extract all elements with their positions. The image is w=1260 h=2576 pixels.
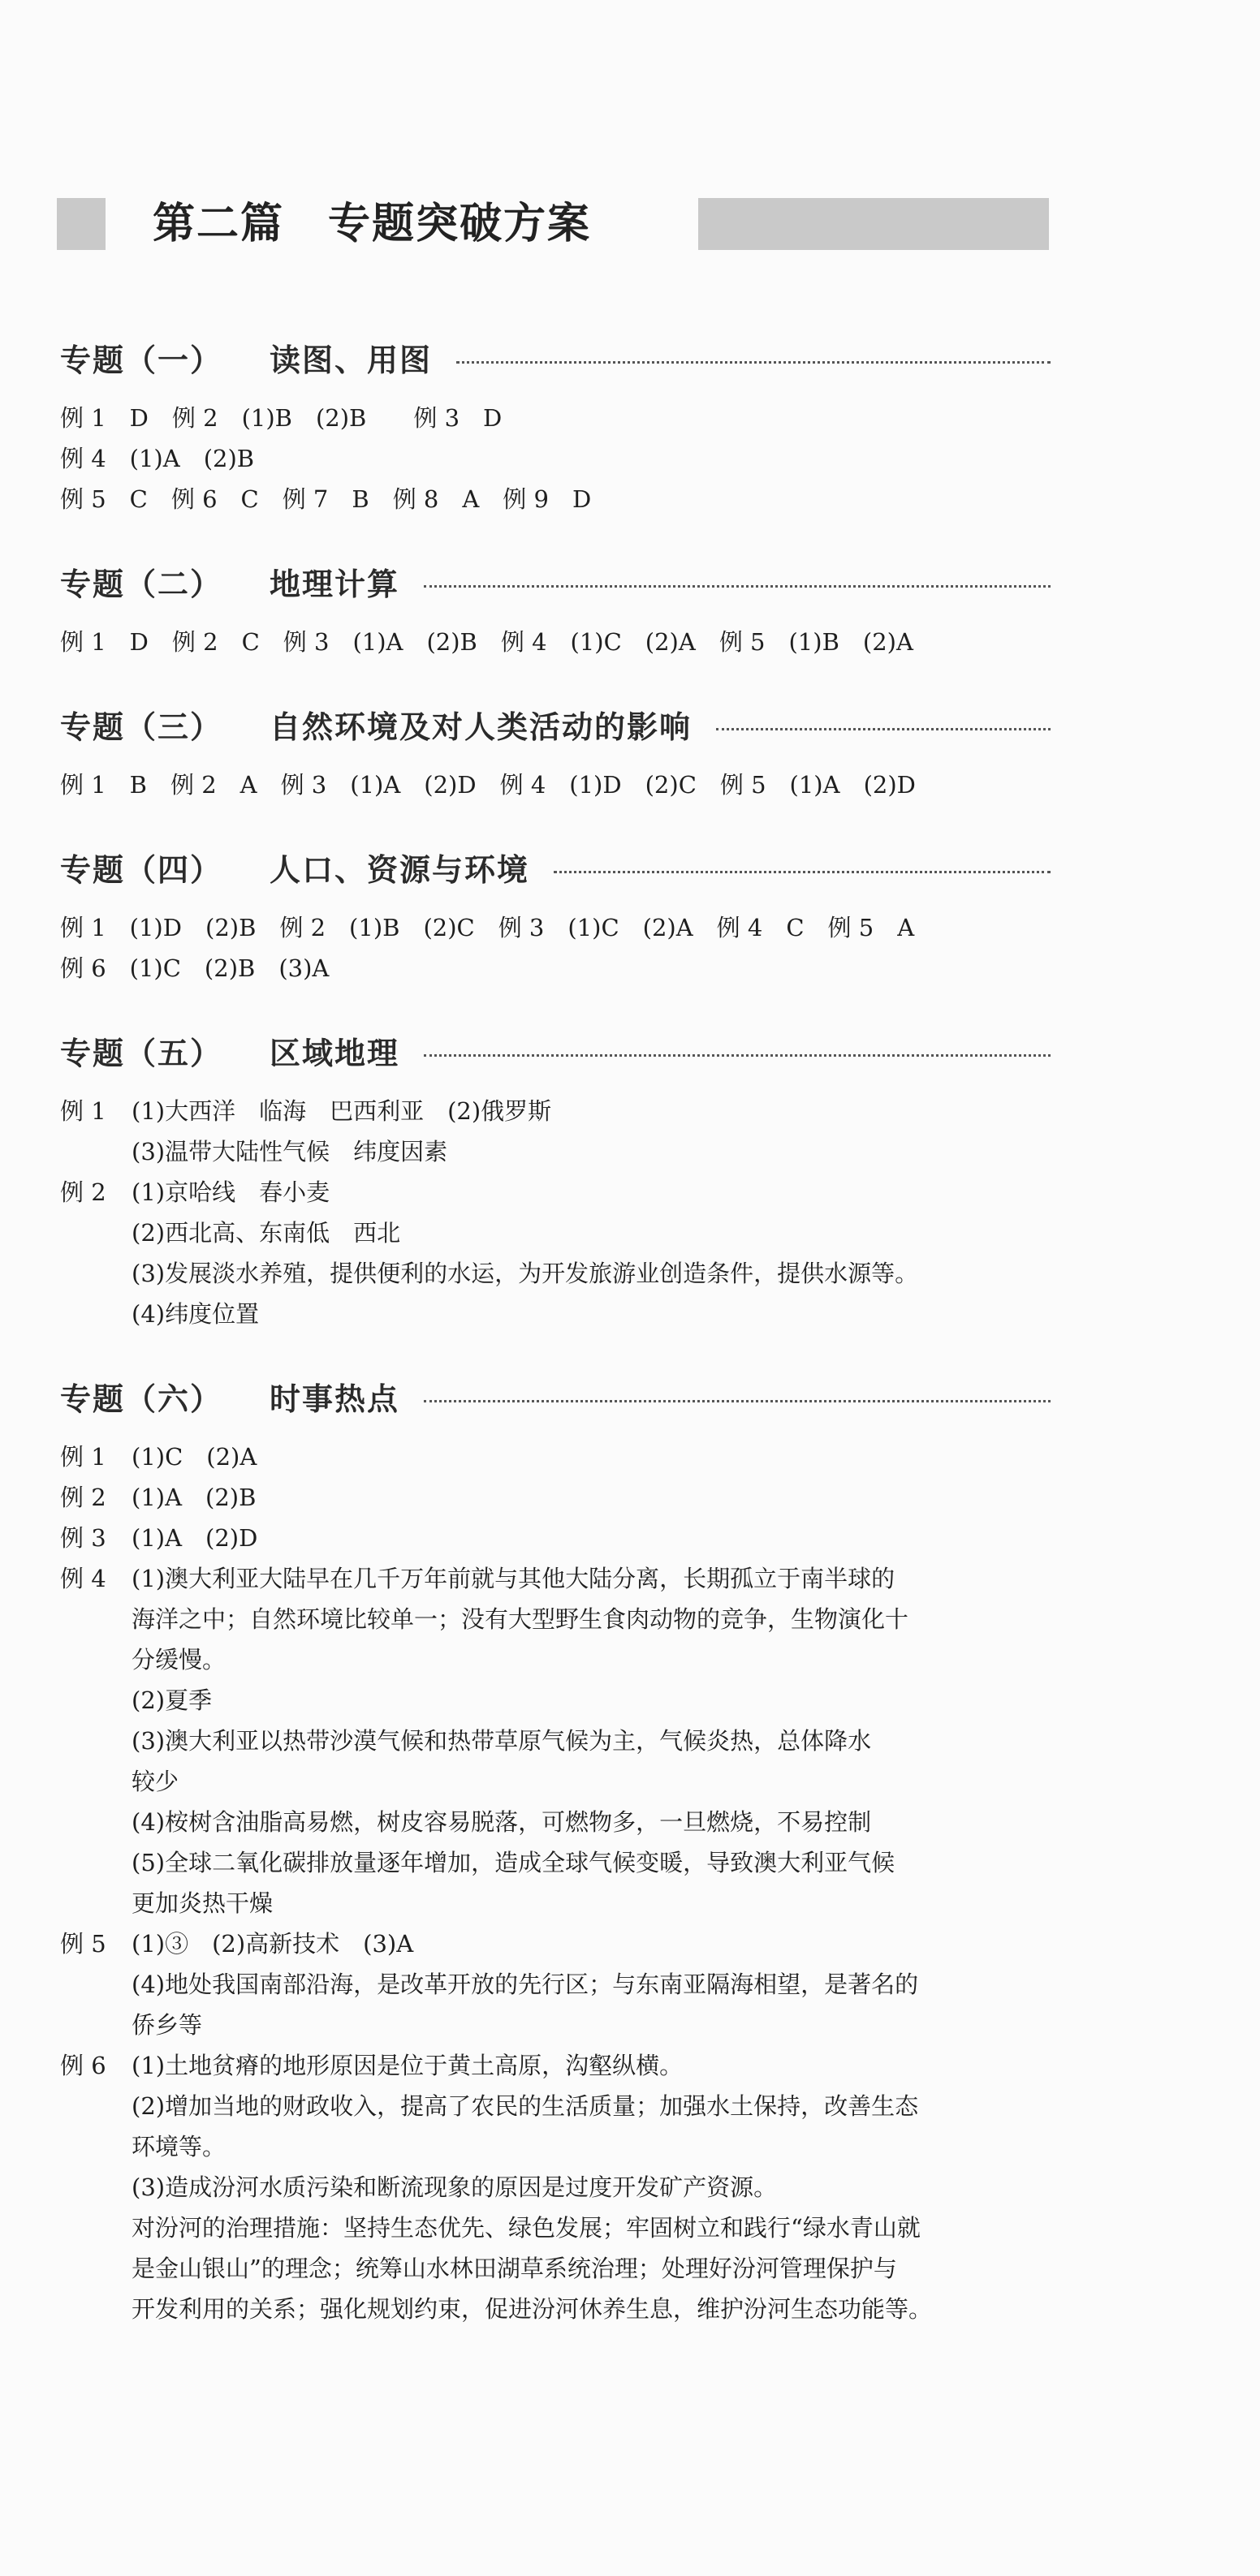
answer-line: 例 5 C 例 6 C 例 7 B 例 8 A 例 9 D [60, 485, 592, 513]
section-title: 时事热点 [270, 1381, 400, 1417]
answer-text-line: (1)澳大利亚大陆早在几千万年前就与其他大陆分离，长期孤立于南半球的 [132, 1565, 895, 1592]
example-answer [60, 1172, 1051, 1334]
example-answer [60, 1923, 1051, 2045]
dotted-leader [716, 728, 1051, 730]
answer-text-line: (1)③ (2)高新技术 (3)A [132, 1930, 414, 1958]
section-title: 人口、资源与环境 [270, 851, 530, 888]
example-answer [60, 1477, 1051, 1518]
section-number: 专题（五） [60, 1035, 223, 1071]
example-label: 例 3 [60, 1524, 106, 1552]
section-number: 专题（一） [60, 342, 223, 378]
section-number: 专题（三） [60, 709, 223, 745]
answer-text-line: 是金山银山”的理念；统筹山水林田湖草系统治理；处理好汾河管理保护与 [132, 2255, 897, 2282]
answer-text-line: 侨乡等 [132, 2011, 203, 2039]
section-title: 地理计算 [270, 566, 400, 602]
answer-text-line: (4)桉树含油脂高易燃，树皮容易脱落，可燃物多，一旦燃烧，不易控制 [132, 1808, 872, 1836]
answer-text-line: 分缓慢。 [132, 1646, 227, 1674]
part-title: 第二篇 专题突破方案 [153, 200, 592, 248]
answer-text-line: (1)京哈线 春小麦 [132, 1178, 330, 1206]
dotted-leader [456, 361, 1051, 364]
answer-text-line: (5)全球二氧化碳排放量逐年增加，造成全球气候变暖，导致澳大利亚气候 [132, 1849, 895, 1876]
section-number: 专题（六） [60, 1381, 223, 1417]
example-label: 例 4 [60, 1565, 106, 1592]
answer-line: 例 6 (1)C (2)B (3)A [60, 954, 330, 982]
example-label: 例 5 [60, 1930, 106, 1958]
answer-text-line: (2)增加当地的财政收入，提高了农民的生活质量；加强水土保持，改善生态 [132, 2092, 919, 2120]
section-number: 专题（二） [60, 566, 223, 602]
answer-text-line: 海洋之中；自然环境比较单一；没有大型野生食肉动物的竞争，生物演化十 [132, 1605, 909, 1633]
answer-line: 例 1 B 例 2 A 例 3 (1)A (2)D 例 4 (1)D (2)C 例 5 (1)A (2)D [60, 771, 916, 799]
answer-text-line: (3)造成汾河水质污染和断流现象的原因是过度开发矿产资源。 [132, 2173, 778, 2201]
section-heading [60, 557, 1051, 605]
example-body [132, 1558, 1051, 1923]
section-heading [60, 1026, 1051, 1075]
example-body [132, 1091, 1051, 1172]
example-label: 例 1 [60, 1097, 106, 1125]
example-answer [60, 2045, 1051, 2329]
answer-text-line: 环境等。 [132, 2133, 227, 2160]
answer-text-line: 对汾河的治理措施：坚持生态优先、绿色发展；牢固树立和践行“绿水青山就 [132, 2214, 921, 2242]
section-heading [60, 842, 1051, 891]
answer-text-line: (1)A (2)D [132, 1524, 258, 1552]
example-body [132, 2045, 1051, 2329]
example-answer [60, 1437, 1051, 1477]
answer-text-line: (3)温带大陆性气候 纬度因素 [132, 1138, 448, 1165]
example-body [132, 1518, 1051, 1558]
answer-content [60, 333, 1051, 2329]
banner-left-bar [57, 198, 106, 250]
example-body [132, 1172, 1051, 1334]
answer-line: 例 4 (1)A (2)B [60, 445, 255, 472]
dotted-leader [424, 1400, 1051, 1402]
answer-text-line: (1)C (2)A [132, 1443, 257, 1471]
example-label: 例 2 [60, 1178, 106, 1206]
section-title: 区域地理 [270, 1035, 400, 1071]
example-label: 例 1 [60, 1443, 106, 1471]
answer-text-line: (1)A (2)B [132, 1484, 257, 1511]
banner-right-bar [698, 198, 1049, 250]
section-number: 专题（四） [60, 851, 223, 888]
example-body [132, 1923, 1051, 2045]
section-title: 读图、用图 [270, 342, 433, 378]
example-answer [60, 1091, 1051, 1172]
example-answer [60, 1558, 1051, 1923]
example-label: 例 6 [60, 2052, 106, 2079]
answer-text-line: 较少 [132, 1768, 179, 1795]
answer-text-line: (4)纬度位置 [132, 1300, 260, 1328]
answer-text-line: 开发利用的关系；强化规划约束，促进汾河休养生息，维护汾河生态功能等。 [132, 2295, 933, 2323]
section-heading [60, 1372, 1051, 1420]
answer-text-line: (2)夏季 [132, 1686, 213, 1714]
answer-line: 例 1 D 例 2 C 例 3 (1)A (2)B 例 4 (1)C (2)A 例 5 (1)B (2)A [60, 628, 913, 656]
dotted-leader [424, 1054, 1051, 1057]
section-heading [60, 700, 1051, 748]
dotted-leader [554, 871, 1051, 873]
part-banner [57, 192, 1049, 256]
example-label: 例 2 [60, 1484, 106, 1511]
answer-text-line: (2)西北高、东南低 西北 [132, 1219, 401, 1247]
example-body [132, 1437, 1051, 1477]
answer-line: 例 1 D 例 2 (1)B (2)B 例 3 D [60, 404, 503, 432]
answer-text-line: 更加炎热干燥 [132, 1889, 274, 1917]
section-title: 自然环境及对人类活动的影响 [270, 709, 693, 745]
answer-text-line: (3)发展淡水养殖，提供便利的水运，为开发旅游业创造条件，提供水源等。 [132, 1260, 919, 1287]
answer-text-line: (3)澳大利亚以热带沙漠气候和热带草原气候为主，气候炎热，总体降水 [132, 1727, 872, 1755]
example-answer [60, 1518, 1051, 1558]
answer-text-line: (4)地处我国南部沿海，是改革开放的先行区；与东南亚隔海相望，是著名的 [132, 1971, 919, 1998]
answer-text-line: (1)大西洋 临海 巴西利亚 (2)俄罗斯 [132, 1097, 552, 1125]
section-heading [60, 333, 1051, 381]
answer-text-line: (1)土地贫瘠的地形原因是位于黄土高原，沟壑纵横。 [132, 2052, 684, 2079]
answer-line: 例 1 (1)D (2)B 例 2 (1)B (2)C 例 3 (1)C (2)A 例 4 C 例 5 A [60, 914, 915, 941]
example-body [132, 1477, 1051, 1518]
dotted-leader [424, 585, 1051, 588]
